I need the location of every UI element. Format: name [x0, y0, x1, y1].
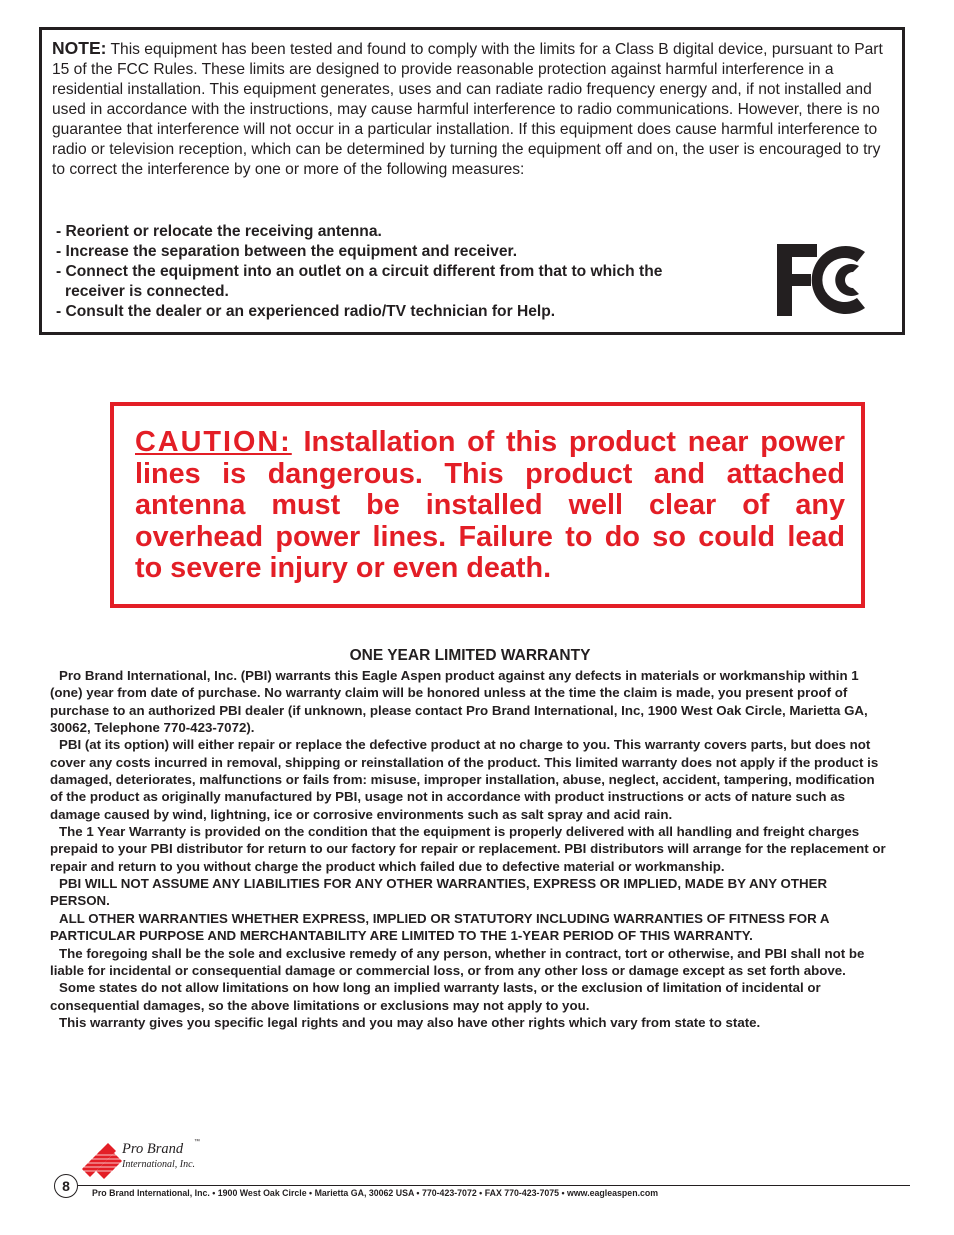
- warranty-paragraph: The 1 Year Warranty is provided on the condition that the equipment is properly delivered with all handling and freight charges prepaid to your PBI distributor for return to our factory for repair or replacement. PBI distributors will arrange for the replacement or repair and return to you without charge the product which failed due to defective material or workmanship.: [50, 824, 886, 874]
- caution-label: CAUTION:: [135, 426, 292, 458]
- caution-text: [135, 427, 845, 585]
- warranty-body: [50, 667, 890, 1031]
- pro-brand-logo: [82, 1141, 222, 1179]
- warranty-paragraph: Pro Brand International, Inc. (PBI) warrants this Eagle Aspen product against any defects in materials or workmanship within 1 (one) year from date of purchase. No warranty claim will be honored unless at the time the claim is made, you present proof of purchase to an authorized PBI dealer (if unknown, please contact Pro Brand International, Inc, 1900 West Oak Circle, Marietta GA, 30062, Telephone 770-423-7072).: [50, 668, 868, 736]
- fcc-note-label: NOTE:: [52, 38, 107, 58]
- fcc-measure-item: - Connect the equipment into an outlet on a circuit different from that to which the receiver is connected.: [56, 263, 663, 300]
- warranty-paragraph: ALL OTHER WARRANTIES WHETHER EXPRESS, IMPLIED OR STATUTORY INCLUDING WARRANTIES OF FITNESS FOR A PARTICULAR PURPOSE AND MERCHANTABILITY ARE LIMITED TO THE 1-YEAR PERIOD OF THIS WARRANTY.: [50, 910, 830, 944]
- fcc-measure-item: - Consult the dealer or an experienced radio/TV technician for Help.: [56, 303, 556, 320]
- logo-brand-name: Pro Brand: [122, 1141, 184, 1157]
- fcc-notice-text: [52, 38, 892, 180]
- warranty-paragraph: Some states do not allow limitations on how long an implied warranty lasts, or the exclusion of limitation of incidental or consequential damages, so the above limitations or exclusions may not apply to you.: [50, 980, 821, 1013]
- fcc-measures-list: [56, 222, 696, 322]
- warranty-paragraph: The foregoing shall be the sole and exclusive remedy of any person, whether in contract, tort or otherwise, and PBI shall not be liable for incidental or consequential damage or commercial loss, or from any other loss or damage except as set forth above.: [50, 945, 865, 978]
- warranty-paragraph: PBI WILL NOT ASSUME ANY LIABILITIES FOR ANY OTHER WARRANTIES, EXPRESS OR IMPLIED, MADE BY ANY OTHER PERSON.: [50, 876, 828, 909]
- footer-divider: [78, 1185, 910, 1186]
- warranty-title: ONE YEAR LIMITED WARRANTY: [349, 647, 591, 664]
- warranty-paragraph: This warranty gives you specific legal rights and you may also have other rights which vary from state to state.: [59, 1014, 761, 1030]
- caution-box: [110, 402, 865, 608]
- fcc-logo-icon: [775, 242, 875, 318]
- fcc-notice-box: [39, 27, 905, 335]
- page-number: 8: [54, 1174, 78, 1198]
- logo-subtitle: International, Inc.: [122, 1159, 196, 1170]
- fcc-measure-item: - Reorient or relocate the receiving antenna.: [56, 223, 382, 240]
- logo-trademark: ™: [194, 1139, 200, 1145]
- fcc-measure-item: - Increase the separation between the equipment and receiver.: [56, 243, 518, 260]
- pro-brand-logo-icon: [82, 1141, 126, 1179]
- fcc-note-body: This equipment has been tested and found to comply with the limits for a Class B digital device, pursuant to Part 15 of the FCC Rules. These limits are designed to provide reasonable protection against harmful interference in a residential installation. This equipment generates, uses and can radiate radio frequency energy and, if not installed and used in accordance with the instructions, may cause harmful interference to radio communications. However, there is no guarantee that interference will not occur in a particular installation. If this equipment does cause harmful interference to radio or television reception, which can be determined by turning the equipment off and on, the user is encouraged to try to correct the interference by one or more of the following measures:: [52, 41, 883, 178]
- footer-contact: Pro Brand International, Inc. • 1900 West Oak Circle • Marietta GA, 30062 USA • 770-423-7072 • FAX 770-423-7075 • www.eagleaspen.com: [92, 1188, 659, 1198]
- warranty-paragraph: PBI (at its option) will either repair or replace the defective product at no charge to you. This warranty covers parts, but does not cover any costs incurred in removal, shipping or reinstallation of the product. This limited warranty does not apply if the product is damaged, deteriorates, malfunctions or fails from: misuse, improper installation, abuse, neglect, accident, tampering, modification of the product as originally manufactured by PBI, usage not in accordance with product instructions or acts of nature such as damage caused by wind, lightning, ice or corrosive environments such as salt spray and acid rain.: [50, 737, 879, 822]
- caution-body: Installation of this product near power lines is dangerous. This product and attached antenna must be installed well clear of any overhead power lines. Failure to do so could lead to severe injury or even death.: [135, 426, 845, 584]
